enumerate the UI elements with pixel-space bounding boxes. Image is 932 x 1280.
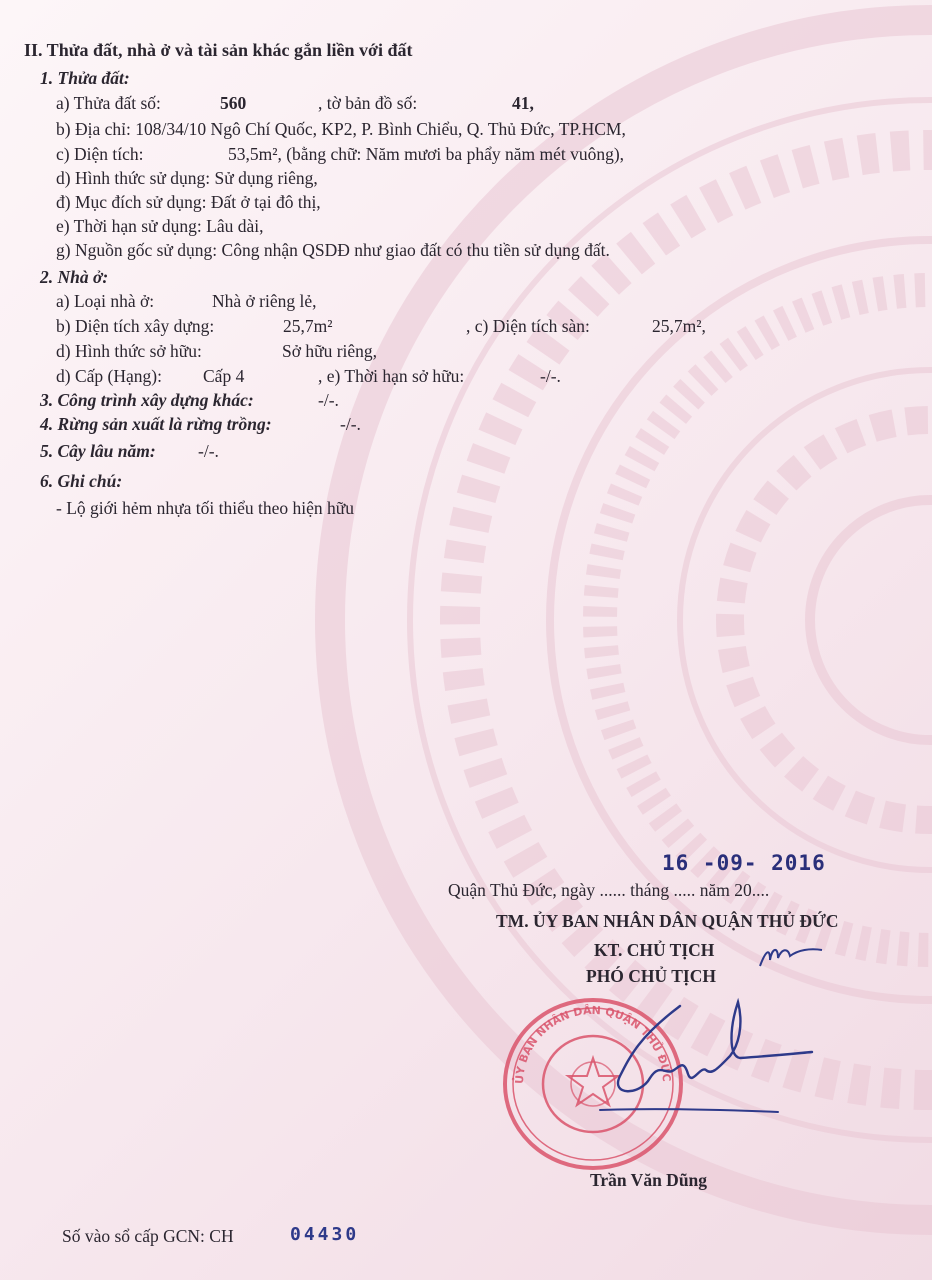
- map-number: 41,: [512, 93, 534, 113]
- ownership-value: Sở hữu riêng,: [282, 341, 378, 361]
- house-heading: 2. Nhà ở:: [40, 267, 109, 287]
- area-label: c) Diện tích:: [56, 144, 144, 164]
- parcel-number: 560: [220, 93, 247, 113]
- notes-heading: 6. Ghi chú:: [40, 471, 123, 491]
- seal-text: ỦY BAN NHÂN DÂN QUẬN THỦ ĐỨC: [512, 1003, 674, 1085]
- main-signature: [580, 996, 820, 1126]
- register-number: 04430: [290, 1224, 360, 1245]
- build-area-label: b) Diện tích xây dựng:: [56, 316, 215, 336]
- use-purpose: đ) Mục đích sử dụng: Đất ở tại đô thị,: [56, 192, 321, 212]
- ownership-label: d) Hình thức sở hữu:: [56, 341, 202, 361]
- use-origin: g) Nguồn gốc sử dụng: Công nhận QSDĐ như giao đất có thu tiền sử dụng đất.: [56, 240, 610, 260]
- grade-value: Cấp 4: [203, 366, 245, 386]
- other-works-heading: 3. Công trình xây dựng khác:: [40, 390, 254, 410]
- section-title: II. Thửa đất, nhà ở và tài sản khác gắn liền với đất: [24, 40, 413, 60]
- note-item: - Lộ giới hẻm nhựa tối thiểu theo hiện hữu: [56, 498, 354, 518]
- house-type-value: Nhà ở riêng lẻ,: [212, 291, 317, 311]
- perennial-heading: 5. Cây lâu năm:: [40, 441, 156, 461]
- floor-area-label: , c) Diện tích sàn:: [466, 316, 590, 336]
- forest-value: -/-.: [340, 414, 361, 434]
- ownership-term-label: , e) Thời hạn sở hữu:: [318, 366, 465, 386]
- date-stamp: 16 -09- 2016: [662, 851, 826, 875]
- ownership-term-value: -/-.: [540, 366, 561, 386]
- area-value: 53,5m², (bằng chữ: Năm mươi ba phẩy năm mét vuông),: [228, 144, 625, 164]
- signer-name: Trần Văn Dũng: [590, 1170, 708, 1190]
- land-heading: 1. Thửa đất:: [40, 68, 130, 88]
- house-type-label: a) Loại nhà ở:: [56, 291, 155, 311]
- on-behalf-title: KT. CHỦ TỊCH: [594, 940, 715, 960]
- floor-area-value: 25,7m²,: [652, 316, 706, 336]
- perennial-value: -/-.: [198, 441, 219, 461]
- build-area-value: 25,7m²: [283, 316, 333, 336]
- initials-signature: [756, 938, 826, 974]
- parcel-label: a) Thửa đất số:: [56, 93, 161, 113]
- grade-label: d) Cấp (Hạng):: [56, 366, 162, 386]
- place-date-line: Quận Thủ Đức, ngày ...... tháng ..... năm 20....: [448, 880, 770, 900]
- land-address: b) Địa chỉ: 108/34/10 Ngô Chí Quốc, KP2, P. Bình Chiểu, Q. Thủ Đức, TP.HCM,: [56, 119, 626, 139]
- other-works-value: -/-.: [318, 390, 339, 410]
- position-title: PHÓ CHỦ TỊCH: [586, 966, 716, 986]
- register-label: Số vào sổ cấp GCN: CH: [62, 1226, 234, 1246]
- use-form: d) Hình thức sử dụng: Sử dụng riêng,: [56, 168, 318, 188]
- map-label: , tờ bản đồ số:: [318, 93, 418, 113]
- use-term: e) Thời hạn sử dụng: Lâu dài,: [56, 216, 264, 236]
- authority-title: TM. ỦY BAN NHÂN DÂN QUẬN THỦ ĐỨC: [496, 911, 839, 931]
- forest-heading: 4. Rừng sản xuất là rừng trồng:: [40, 414, 272, 434]
